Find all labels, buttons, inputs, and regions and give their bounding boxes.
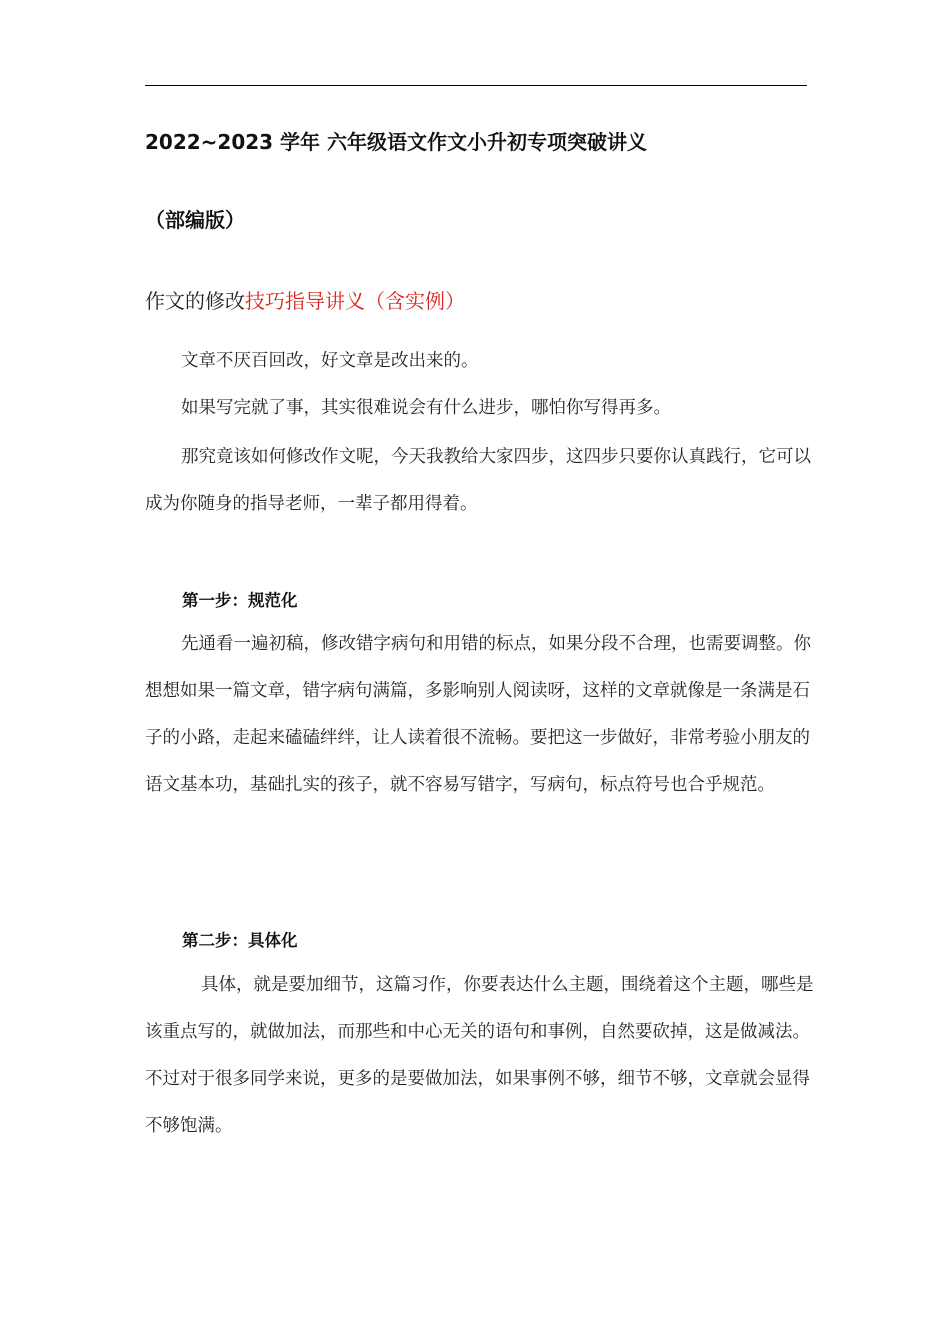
header-rule xyxy=(145,85,807,86)
document-title: 2022~2023 学年 六年级语文作文小升初专项突破讲义 xyxy=(145,130,648,154)
intro-paragraph-3: 那究竟该如何修改作文呢，今天我教给大家四步，这四步只要你认真践行，它可以成为你随身的指导老师，一辈子都用得着。 xyxy=(145,447,811,514)
section-heading-accent: 技巧指导讲义（含实例） xyxy=(245,289,465,313)
step-1-title: 第一步：规范化 xyxy=(182,591,298,610)
step-1-body: 先通看一遍初稿，修改错字病句和用错的标点，如果分段不合理，也需要调整。你想想如果一篇文章，错字病句满篇，多影响别人阅读呀，这样的文章就像是一条满是石子的小路，走起来磕磕绊绊，让人读着很不流畅。要把这一步做好，非常考验小朋友的语文基本功，基础扎实的孩子，就不容易写错字，写病句，标点符号也合乎规范。 xyxy=(145,634,811,795)
step-2-title: 第二步：具体化 xyxy=(182,931,298,950)
intro-paragraph-2: 如果写完就了事，其实很难说会有什么进步，哪怕你写得再多。 xyxy=(181,398,671,418)
document-subtitle: （部编版） xyxy=(145,208,245,232)
section-heading-plain: 作文的修改 xyxy=(145,289,245,313)
intro-paragraph-1: 文章不厌百回改，好文章是改出来的。 xyxy=(181,351,479,371)
section-heading xyxy=(145,287,465,315)
step-2-body: 具体，就是要加细节，这篇习作，你要表达什么主题，围绕着这个主题，哪些是该重点写的，就做加法，而那些和中心无关的语句和事例，自然要砍掉，这是做减法。不过对于很多同学来说，更多的是要做加法，如果事例不够，细节不够，文章就会显得不够饱满。 xyxy=(145,975,814,1136)
